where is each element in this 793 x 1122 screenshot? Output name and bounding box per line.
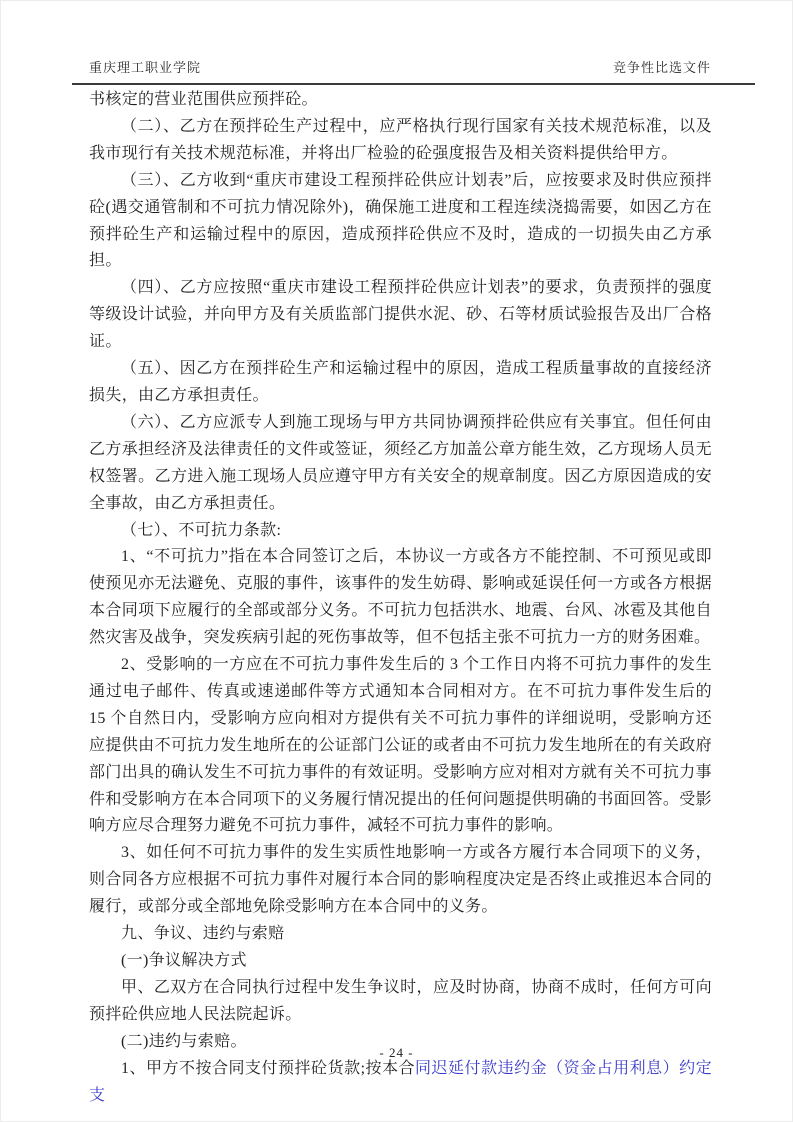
breach-text-black: 1、甲方不按合同支付预拌砼货款;按本合 bbox=[121, 1059, 416, 1077]
paragraph-clause-6: （六）、乙方应派专人到施工现场与甲方共同协调预拌砼供应有关事宜。但任何由乙方承担经济及法律责任的文件或签证，须经乙方加盖公章方能生效，乙方现场人员无权签署。乙方进入施工现场人员应遵守甲方有关安全的规章制度。因乙方原因造成的安全事故，由乙方承担责任。 bbox=[89, 413, 712, 512]
paragraph-force-majeure-2: 2、受影响的一方应在不可抗力事件发生后的 3 个工作日内将不可抗力事件的发生通过电子邮件、传真或速递邮件等方式通知本合同相对方。在不可抗力事件发生后的 15 个自然日内，受影响方应向相对方提供有关不可抗力事件的详细说明，受影响方还应提供由不可抗力发生地所在的公证部门公证的或者由不可抗力发生地所在的有关政府部门出具的确认发生不可抗力事件的有效证明。受影响方应对相对方就有关不可抗力事件和受影响方在本合同项下的义务履行情况提出的任何问题提供明确的书面回答。受影响方应尽合理努力避免不可抗力事件，减轻不可抗力事件的影响。 bbox=[89, 656, 712, 835]
paragraph-force-majeure-1: 1、“不可抗力”指在本合同签订之后，本协议一方或各方不能控制、不可预见或即使预见亦无法避免、克服的事件，该事件的发生妨碍、影响或延误任何一方或各方根据本合同项下应履行的全部或部分义务。不可抗力包括洪水、地震、台风、冰雹及其他自然灾害及战争，突发疾病引起的死伤事故等，但不包括主张不可抗力一方的财务困难。 bbox=[89, 548, 712, 647]
paragraph-clause-2: （二）、乙方在预拌砼生产过程中，应严格执行现行国家有关技术规范标准，以及我市现行有关技术规范标准，并将出厂检验的砼强度报告及相关资料提供给甲方。 bbox=[89, 117, 712, 162]
paragraph-clause-7-heading: （七）、不可抗力条款: bbox=[121, 521, 282, 539]
paragraph-force-majeure-3: 3、如任何不可抗力事件的发生实质性地影响一方或各方履行本合同项下的义务，则合同各方应根据不可抗力事件对履行本合同的影响程度决定是否终止或推迟本合同的履行，或部分或全部地免除受影响方在本合同中的义务。 bbox=[89, 844, 712, 916]
header-rule bbox=[72, 83, 755, 85]
header-school-name: 重庆理工职业学院 bbox=[89, 60, 202, 75]
breach-text-highlighted: 同迟延付款违约金（资金占用利息）约定支 bbox=[89, 1059, 712, 1104]
page-footer bbox=[1, 1045, 792, 1061]
paragraph-continuation: 书核定的营业范围供应预拌砼。 bbox=[89, 91, 318, 108]
document-body bbox=[89, 87, 712, 1109]
section-heading-nine: 九、争议、违约与索赔 bbox=[121, 925, 285, 943]
paragraph-clause-5: （五）、因乙方在预拌砼生产和运输过程中的原因，造成工程质量事故的直接经济损失，由乙方承担责任。 bbox=[89, 360, 712, 404]
header-doc-type: 竞争性比选文件 bbox=[612, 60, 711, 75]
page-header bbox=[72, 57, 755, 85]
page-number: - 24 - bbox=[379, 1045, 414, 1060]
paragraph-clause-3: （三）、乙方收到“重庆市建设工程预拌砼供应计划表”后，应按要求及时供应预拌砼(遇交通管制和不可抗力情况除外)，确保施工进度和工程连续浇捣需要，如因乙方在预拌砼生产和运输过程中的原因，造成预拌砼供应不及时，造成的一切损失由乙方承担。 bbox=[89, 171, 712, 270]
paragraph-breach-1 bbox=[89, 1056, 712, 1110]
subsection-breach-claims: (二)违约与索赔。 bbox=[121, 1032, 247, 1050]
subsection-dispute-resolution: (一)争议解决方式 bbox=[121, 952, 247, 969]
paragraph-dispute-body: 甲、乙双方在合同执行过程中发生争议时，应及时协商，协商不成时，任何方可向预拌砼供应地人民法院起诉。 bbox=[89, 978, 712, 1023]
paragraph-clause-4: （四）、乙方应按照“重庆市建设工程预拌砼供应计划表”的要求，负责预拌的强度等级设计试验，并向甲方及有关质监部门提供水泥、砂、石等材质试验报告及出厂合格证。 bbox=[89, 279, 712, 351]
